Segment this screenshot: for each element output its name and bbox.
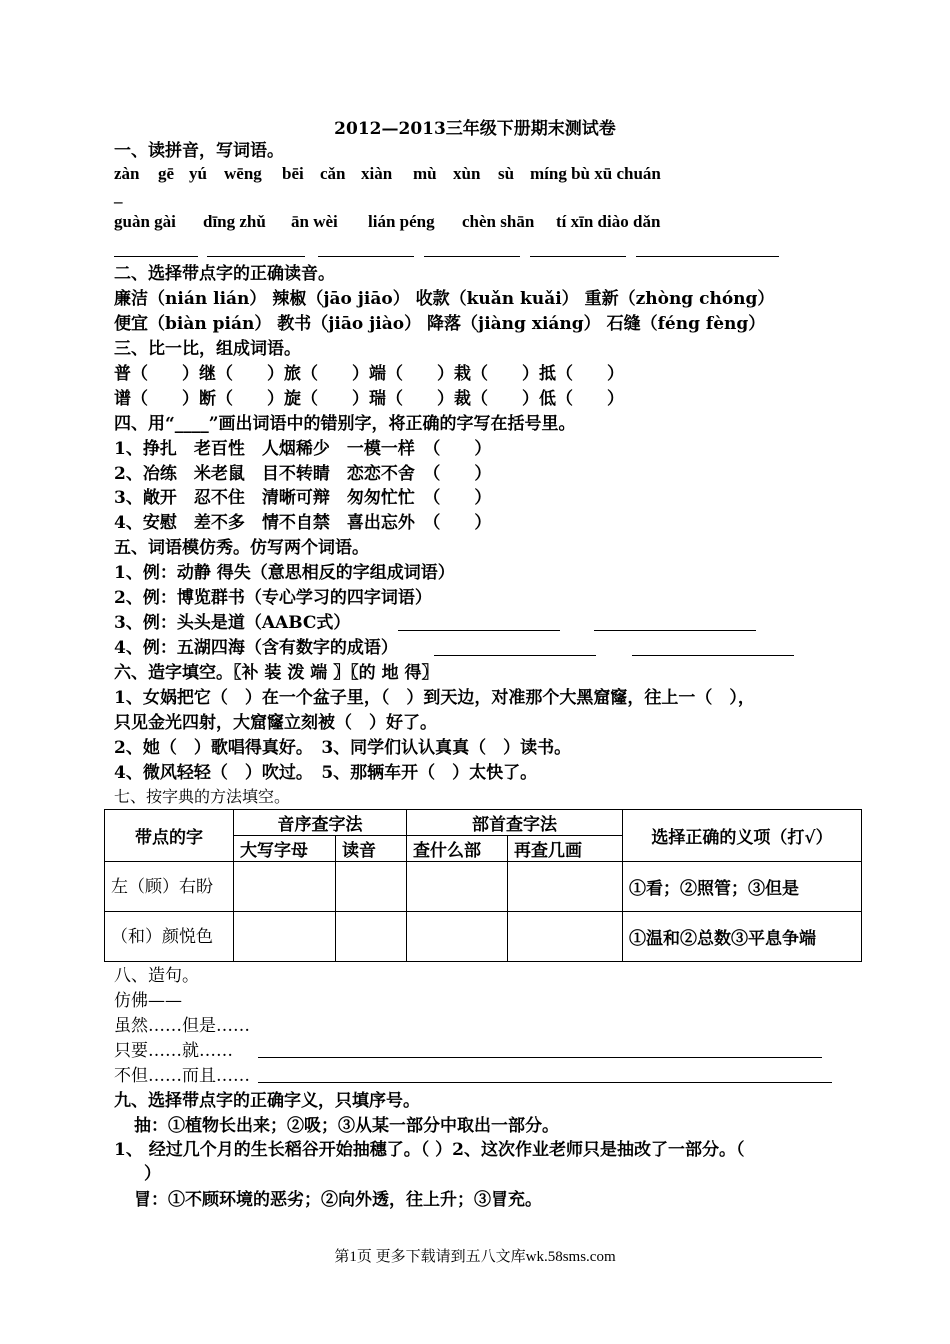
answer-blank[interactable] — [114, 256, 198, 257]
pinyin: xiàn — [361, 164, 393, 183]
pinyin: míng bù xū chuán — [530, 164, 661, 183]
pinyin: gē — [158, 164, 175, 183]
row-word: （和）颜悦色 — [105, 912, 234, 962]
header-choose: 选择正确的义项（打√） — [623, 810, 862, 862]
header-bushou: 部首查字法 — [407, 810, 623, 836]
section-9-heading: 九、选择带点字的正确字义，只填序号。 — [114, 1091, 420, 1111]
fill-line: 1、女娲把它（ ）在一个盆子里，（ ）到天边，对准那个大黑窟窿，往上一（ ）， — [114, 688, 755, 708]
fill-line: 4、微风轻轻（ ）吹过。 5、那辆车开（ ）太快了。 — [114, 763, 538, 783]
typo-item: 2、冶练 米老鼠 目不转睛 恋恋不舍 （ ） — [114, 464, 492, 484]
pinyin: wēng — [224, 164, 262, 183]
header-zaicha: 再查几画 — [508, 836, 623, 862]
answer-blank[interactable] — [258, 1057, 822, 1058]
section-8-heading: 八、造句。 — [114, 966, 199, 986]
answer-blank[interactable] — [594, 630, 756, 631]
answer-cell[interactable] — [336, 862, 407, 912]
meaning-options: ①温和②总数③平息争端 — [623, 912, 862, 962]
question-line-cont: ） — [144, 1164, 161, 1184]
imitate-item: 2、例：博览群书（专心学习的四字词语） — [114, 588, 432, 608]
answer-blank[interactable] — [636, 256, 779, 257]
pinyin: xùn — [453, 164, 481, 183]
meaning-mao: 冒：①不顾环境的恶劣；②向外透，往上升；③冒充。 — [134, 1190, 542, 1210]
answer-blank[interactable] — [207, 256, 305, 257]
pinyin: sù — [498, 164, 515, 183]
pinyin: guàn gài — [114, 212, 176, 231]
header-daxie: 大写字母 — [234, 836, 336, 862]
answer-cell[interactable] — [234, 912, 336, 962]
section-3-heading: 三、比一比，组成词语。 — [114, 339, 301, 359]
answer-blank[interactable] — [530, 256, 626, 257]
typo-item: 1、挣扎 老百性 人烟稀少 一模一样 （ ） — [114, 439, 492, 459]
pinyin: lián péng — [368, 212, 435, 231]
pinyin: chèn shān — [462, 212, 535, 231]
answer-cell[interactable] — [407, 862, 508, 912]
answer-cell[interactable] — [508, 912, 623, 962]
dash-mark: _ — [114, 186, 123, 205]
answer-blank[interactable] — [318, 256, 414, 257]
section-6-heading: 六、造字填空。〖补 装 泼 端 〗〖的 地 得〗 — [114, 663, 439, 683]
typo-item: 4、安慰 差不多 情不自禁 喜出忘外 （ ） — [114, 513, 492, 533]
header-cha: 查什么部 — [407, 836, 508, 862]
answer-blank[interactable] — [398, 630, 560, 631]
answer-blank[interactable] — [434, 655, 596, 656]
fill-line: 只见金光四射，大窟窿立刻被（ ）好了。 — [114, 713, 437, 733]
sentence-item: 只要……就…… — [114, 1041, 233, 1061]
reading-line: 廉洁（nián lián） 辣椒（jāo jiāo） 收款（kuǎn kuǎi） 重新（zhòng chóng） — [114, 289, 775, 309]
page-title: 2012—2013三年级下册期末测试卷 — [334, 119, 616, 139]
typo-item: 3、敞开 忍不住 清晰可辩 匆匆忙忙 （ ） — [114, 488, 492, 508]
answer-blank[interactable] — [632, 655, 794, 656]
pinyin: bēi — [282, 164, 304, 183]
answer-cell[interactable] — [234, 862, 336, 912]
row-word: 左（顾）右盼 — [105, 862, 234, 912]
page-footer: 第1页 更多下载请到五八文库wk.58sms.com — [334, 1249, 616, 1265]
pinyin: ān wèi — [291, 212, 338, 231]
pinyin: dīng zhǔ — [203, 212, 266, 231]
dictionary-table — [104, 809, 862, 962]
pinyin: yú — [189, 164, 207, 183]
sentence-item: 仿佛—— — [114, 991, 182, 1011]
answer-cell[interactable] — [336, 912, 407, 962]
question-line: 1、 经过几个月的生长稻谷开始抽穗了。（ ）2、这次作业老师只是抽改了一部分。（ — [114, 1140, 745, 1160]
pinyin: mù — [413, 164, 437, 183]
header-duyin: 读音 — [336, 836, 407, 862]
answer-cell[interactable] — [407, 912, 508, 962]
fill-line: 2、她（ ）歌唱得真好。 3、同学们认认真真（ ）读书。 — [114, 738, 572, 758]
imitate-item: 4、例：五湖四海（含有数字的成语） — [114, 638, 398, 658]
header-yinxu: 音序查字法 — [234, 810, 407, 836]
meaning-chou: 抽：①植物长出来；②吸；③从某一部分中取出一部分。 — [134, 1116, 559, 1136]
header-char: 带点的字 — [105, 810, 234, 862]
imitate-item: 1、例：动静 得失（意思相反的字组成词语） — [114, 563, 455, 583]
section-1-heading: 一、读拼音，写词语。 — [114, 141, 284, 161]
answer-blank[interactable] — [258, 1082, 832, 1083]
section-4-heading: 四、用“____”画出词语中的错别字，将正确的字写在括号里。 — [114, 414, 576, 434]
section-5-heading: 五、词语模仿秀。仿写两个词语。 — [114, 538, 369, 558]
pinyin: tí xīn diào dǎn — [556, 212, 661, 231]
answer-cell[interactable] — [508, 862, 623, 912]
compare-line: 普（ ）继（ ）旅（ ）端（ ）栽（ ）抵（ ） — [114, 364, 624, 384]
imitate-item: 3、例：头头是道（AABC式） — [114, 613, 351, 633]
section-7-heading: 七、按字典的方法填空。 — [114, 787, 291, 806]
section-2-heading: 二、选择带点字的正确读音。 — [114, 264, 335, 284]
answer-blank[interactable] — [424, 256, 520, 257]
sentence-item: 虽然……但是…… — [114, 1016, 250, 1036]
reading-line: 便宜（biàn pián） 教书（jiāo jiào） 降落（jiàng xiáng） 石缝（féng fèng） — [114, 314, 766, 334]
pinyin: cǎn — [320, 164, 346, 183]
compare-line: 谱（ ）断（ ）旋（ ）瑞（ ）裁（ ）低（ ） — [114, 389, 624, 409]
meaning-options: ①看；②照管；③但是 — [623, 862, 862, 912]
sentence-item: 不但……而且…… — [114, 1066, 250, 1086]
pinyin: zàn — [114, 164, 140, 183]
